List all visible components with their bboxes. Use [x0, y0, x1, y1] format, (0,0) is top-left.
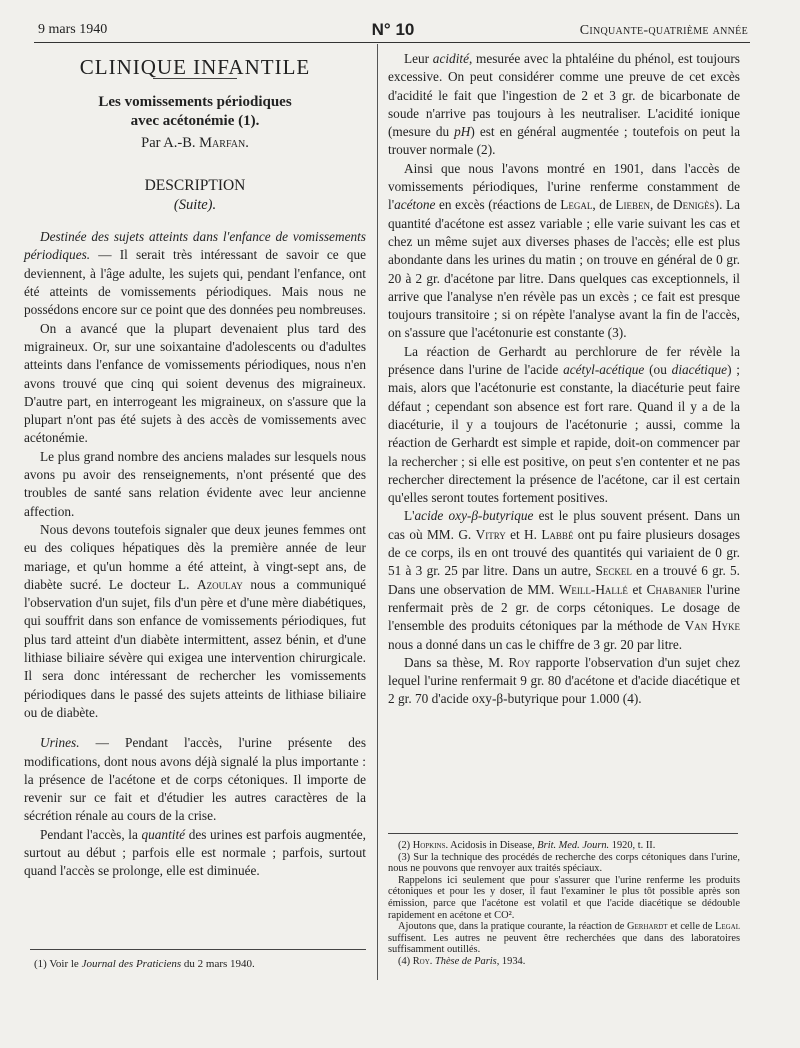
footnote-text: Ajoutons que, dans la pratique courante, la réaction de — [398, 921, 628, 933]
person-name: Denigès — [673, 197, 715, 213]
paragraph-text: , de — [592, 197, 616, 213]
paragraph — [388, 50, 740, 160]
paragraph: On a avancé que la plupart devenaient plus tard des migraineux. Or, sur une soixantaine d'adolescents ou d'adultes atteints dans l'enfance de vomissements périodiques, nous n'en avons trouvé que cinq qui soient devenus des migraineux. D'autre part, en interrogeant les migraineux, on s'assure que la plupart n'ont pas été sujets à des accès de vomissements avec acétonémie. — [24, 320, 366, 446]
subheading-description: DESCRIPTION — [144, 176, 246, 194]
paragraph — [24, 521, 366, 722]
issue-year: Cinquante-quatrième année — [579, 23, 748, 38]
article-title-line2: avec acétonémie (1). — [130, 113, 260, 130]
person-name: Hopkins — [412, 840, 446, 851]
emphasis: diacétique — [671, 362, 728, 378]
issue-number: N° 10 — [371, 20, 415, 39]
right-column — [388, 50, 740, 709]
footnote-text: du 2 mars 1940. — [181, 958, 255, 970]
footnote-journal: Brit. Med. Journ. — [537, 840, 610, 851]
paragraph — [24, 826, 366, 881]
paragraph-lead: Destinée des sujets atteints dans l'enfance de vomissements périodiques. — [24, 229, 366, 263]
person-name: Gerhardt — [627, 921, 668, 933]
person-name: Legal — [560, 197, 593, 213]
footnote-3: (3) Sur la technique des procédés de recherche des corps cétoniques dans l'urine, nous ne pouvons que renvoyer aux traités spéciaux. — [388, 851, 740, 875]
author-name: Marfan. — [199, 135, 249, 152]
paragraph-text: rapporte l'observation d'un sujet chez lequel l'urine renfermait 9 gr. 80 d'acétone et d'acide diacétique et 2 gr. 70 d'acide oxy-β-butyrique pour 1.000 (4). — [388, 654, 741, 707]
paragraph-text: en a trouvé 6 gr. 5. Dans une observation de MM. — [388, 563, 740, 597]
footnote-3-addendum — [388, 921, 740, 956]
footnote-1 — [34, 957, 364, 971]
paragraph-text: ) ; mais, alors que l'acétonurie est constante, la diacéturie peut faire défaut ; cependant son absence est fort rare. Quand il y a de la diacéturie, il y a toujours de l'acétonurie ; aussi, comme la réaction de Gerhardt est simple et rapide, doit-on commencer par la rechercher ; si elle est positive, on peut s'en contenter et ne pas rechercher directement la présence de l'acétone, car il est certain qu'elles seront toutes fortement positives. — [388, 362, 741, 506]
paragraph-text: , de — [650, 197, 674, 213]
paragraph-text: Ainsi que nous l'avons montré en 1901, dans l'accès de vomissements périodiques, l'urine renferme constamment de l' — [388, 160, 740, 213]
paragraph-text: nous a communiqué l'observation d'un sujet, fils d'un père et d'une mère diabétiques, qui souffrit dans son enfance de vomissements périodiques, fut plus tard atteint d'un diabète intermittent, assez bénin, et d'une lithiase biliaire sévère qui exigea une intervention chirurgicale. Il sera donc intéressant de rechercher les vomissements périodiques dans le passé des sujets atteints de lithiase biliaire ou de diabète. — [24, 576, 367, 720]
paragraph — [24, 228, 366, 319]
footnote-text: et celle de — [667, 921, 715, 933]
footnotes-right — [388, 840, 740, 968]
paragraph-text: l'urine renfermait près de 2 gr. de corps cétoniques. Le dosage de l'ensemble des produits cétoniques par la méthode de — [388, 581, 740, 634]
paragraph — [24, 734, 366, 825]
emphasis: acide oxy-β-butyrique — [414, 508, 534, 524]
paragraph — [388, 654, 740, 709]
article-title-line1: Les vomissements périodiques — [98, 94, 292, 111]
person-name: Van Hyke — [684, 618, 740, 634]
footnote-thesis: Thèse de Paris — [434, 955, 497, 967]
person-name: Seckel — [595, 563, 632, 579]
header-rule — [34, 42, 750, 43]
footnote-rule — [388, 833, 738, 834]
paragraph-text: , mesurée avec la phtaléine du phénol, est toujours excessive. On peut considérer comme une preuve de cet excès d'acidité le fait que l'ingestion de 2 et 3 gr. de bicarbonate de soude n'arrive pas toujours à les neutraliser. L'acidité ionique (mesure du — [388, 51, 740, 140]
paragraph-text: nous a donné dans un cas le chiffre de 3 gr. 20 par litre. — [388, 636, 683, 652]
emphasis: pH — [454, 124, 471, 140]
person-name: Legal — [714, 921, 740, 933]
footnote-2 — [388, 840, 740, 852]
paragraph-text: ). La quantité d'acétone est assez variable ; elle varie suivant les cas et chez un même sujet aux diverses phases de l'accès; elle est plus abondante dans les urines du matin ; on trouve en général de 0 gr. 20 à 2 gr. d'acétone par litre. Dans quelques cas exceptionnels, il arrive que l'analyse n'en révèle pas un excès ; ce fait est presque toujours transitoire ; si on répète l'analyse avant la fin de l'accès, on s'assure que l'acétonurie est constante (3). — [388, 197, 740, 341]
person-name: Chabanier — [646, 581, 703, 597]
paragraph-text: et — [627, 581, 647, 597]
emphasis: acidité — [432, 51, 469, 66]
article-author — [24, 134, 366, 152]
footnote-3-note: Rappelons ici seulement que pour s'assurer que l'urine renferme les produits cétoniques et pour les y doser, il faut l'examiner le plus tôt possible après son émission, parce que l'acétone est volatil et que l'acide diacétique se dédouble rapidement en acétone et CO². — [388, 874, 740, 921]
paragraph — [388, 507, 740, 653]
paragraph-text: est le plus souvent présent. Dans un cas où MM. G. — [388, 508, 741, 542]
page-header — [38, 20, 748, 42]
paragraph-text: des urines est parfois augmentée, surtout au début ; parfois elle est normale ; parfois, surtout quand l'accès se prolonge, elle est diminuée. — [24, 826, 366, 879]
person-name: Vitry — [475, 526, 506, 542]
emphasis: quantité — [141, 826, 186, 842]
paragraph-lead: Urines. — [40, 735, 80, 751]
paragraph-text: La réaction de Gerhardt au perchlorure de fer révèle la présence dans l'urine de l'acide — [388, 343, 740, 378]
paragraph-text: — Pendant l'accès, l'urine présente des modifications, dont nous avons déjà signalé la plus importante : la présence de l'acétone et de corps cétoniques. Il importe de revenir sur ce fait et d'étudier les autres caractères de la sécrétion rénale au cours de la crise. — [24, 735, 366, 824]
footnote-text: . — [429, 955, 435, 967]
footnote-text: (1) Voir le — [34, 958, 82, 970]
paragraph-text: L' — [404, 508, 415, 524]
paragraph-text: ont pu faire plusieurs dosages de ce corps, ils en ont trouvé des quantités qui variaient de 0 gr. 51 à 3 gr. 25 par litre. Dans un autre, — [388, 526, 740, 579]
footnote-text: (2) — [398, 840, 413, 851]
footnote-text: , 1934. — [496, 955, 526, 967]
footnote-4 — [388, 956, 740, 968]
paragraph-text: Nous devons toutefois signaler que deux jeunes femmes ont eu des coliques hépatiques dès la première année de leur mariage, et qu'un homme a été atteint, à vingt-sept ans, de diabète sucré. Le docteur L. — [24, 521, 366, 592]
paragraph-text: en excès (réactions de — [435, 197, 561, 213]
emphasis: acétyl-acétique — [563, 362, 645, 378]
paragraph-text: Dans sa thèse, M. — [404, 654, 509, 670]
footnote-text: . Acidosis in Disease, — [445, 840, 538, 851]
column-separator — [377, 44, 378, 980]
article-title — [24, 93, 366, 131]
person-name: Azoulay — [197, 576, 243, 592]
person-name: Lieben — [615, 197, 651, 213]
author-prefix: Par A.-B. — [141, 135, 200, 152]
footnote-rule — [30, 949, 366, 950]
issue-date: 9 mars 1940 — [38, 22, 108, 37]
footnote-text: 1920, t. II. — [609, 840, 656, 851]
emphasis: acétone — [394, 197, 436, 213]
paragraph-text: — Il serait très intéressant de savoir ce que deviennent, à l'âge adulte, les sujets qui, pendant l'enfance, ont été atteints de vomissements périodiques. Mais nous ne possédons encore sur ce point que des données peu nombreuses. — [24, 247, 366, 318]
footnote-journal: Journal des Praticiens — [81, 958, 182, 970]
paragraph-text: ) est en général augmentée ; toutefois on peut la trouver normale (2). — [388, 124, 740, 158]
person-name: Weill-Hallé — [558, 581, 628, 597]
paragraph-text: Pendant l'accès, la — [40, 826, 142, 842]
subheading-suite: (Suite). — [173, 196, 217, 213]
paragraph-gap — [24, 722, 366, 734]
footnote-text: suffisent. Les autres ne peuvent être recherchées que dans des laboratoires suffisamment outillés. — [388, 932, 740, 956]
left-column — [24, 50, 366, 881]
person-name: Roy — [412, 955, 430, 967]
paragraph — [388, 160, 740, 343]
footnote-text: (4) — [398, 955, 413, 967]
paragraph-text: (ou — [644, 362, 672, 378]
paragraph-text: et H. — [505, 526, 542, 542]
person-name: Roy — [508, 654, 531, 670]
section-title: CLINIQUE INFANTILE — [79, 55, 311, 79]
paragraph — [388, 343, 740, 508]
person-name: Labbé — [541, 526, 574, 542]
paragraph-text: Leur — [404, 51, 433, 66]
paragraph: Le plus grand nombre des anciens malades sur lesquels nous avons pu avoir des renseignements, n'ont présenté que des troubles de santé sans relation évidente avec leur ancienne affection. — [24, 448, 366, 519]
